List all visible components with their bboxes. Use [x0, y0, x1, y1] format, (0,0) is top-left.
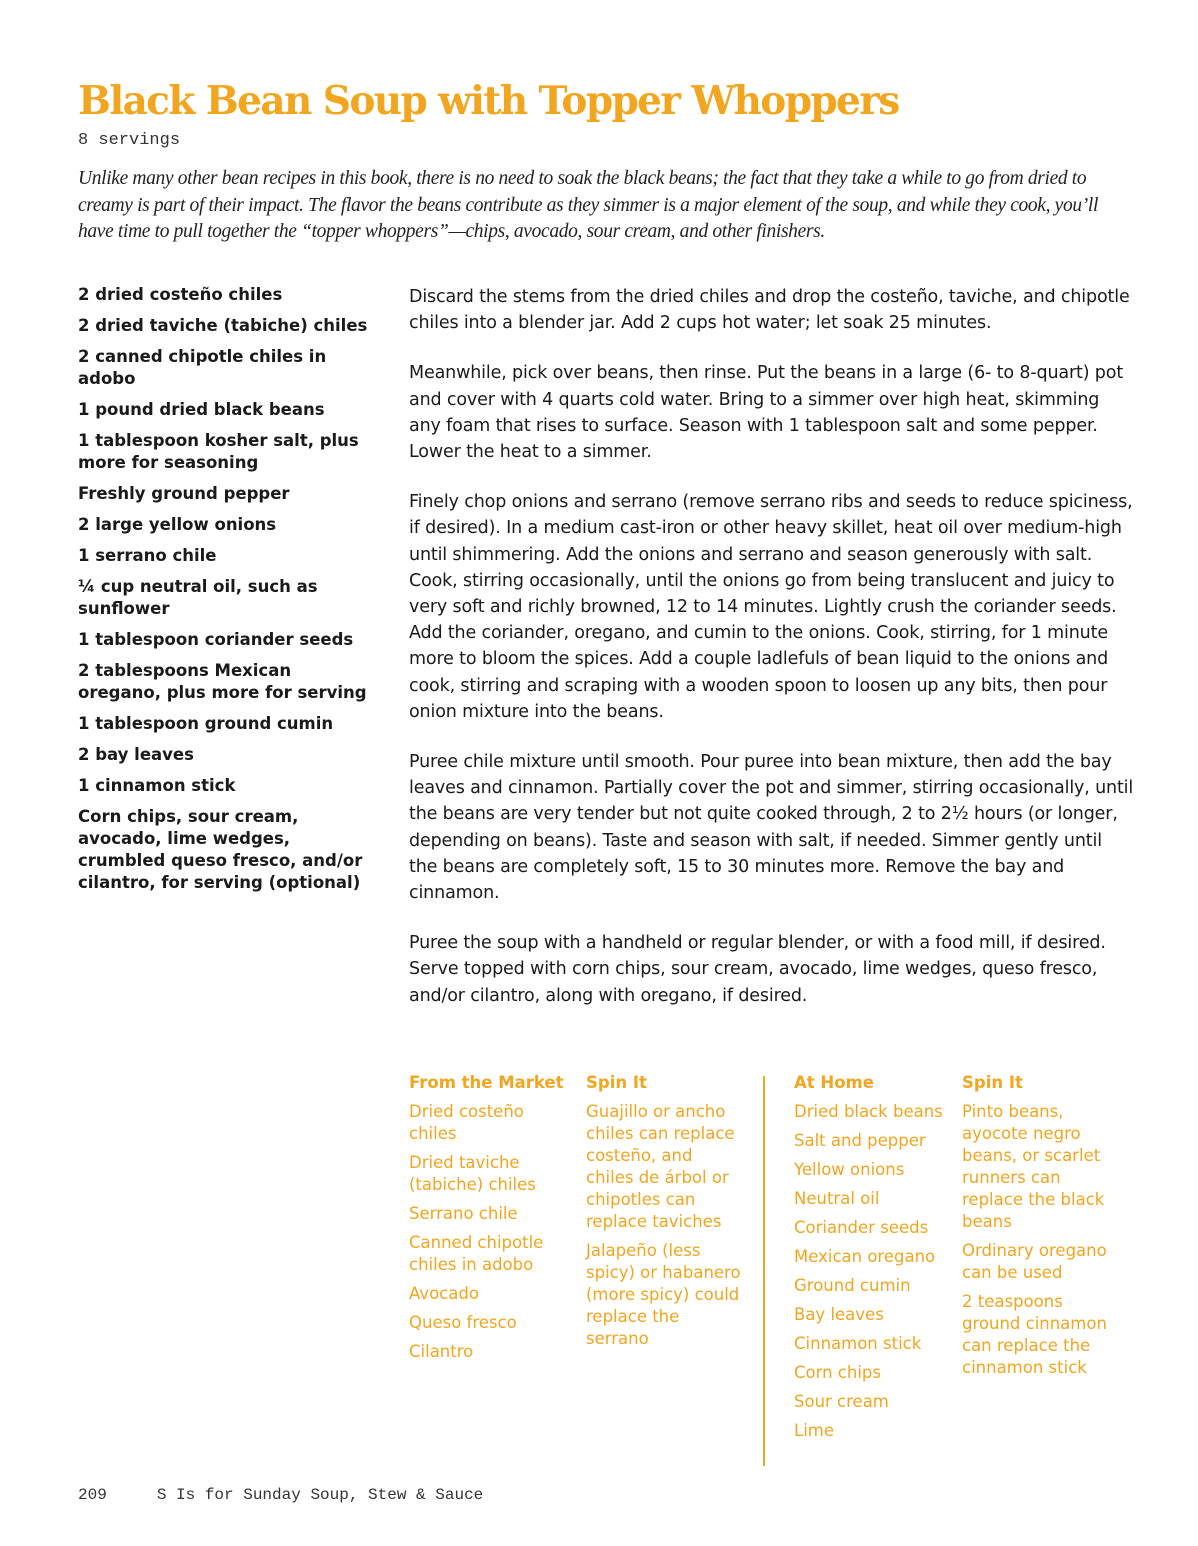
home-item: Dried black beans [794, 1102, 943, 1121]
home-item: Corn chips [794, 1363, 881, 1382]
home-item: Neutral oil [794, 1189, 880, 1208]
home-item: Lime [794, 1421, 835, 1440]
recipe-title: Black Bean Soup with Topper Whoppers [78, 78, 899, 124]
market-item: Avocado [409, 1284, 479, 1303]
from-the-market-heading: From the Market [409, 1073, 564, 1092]
spin-item: 2 teaspoons ground cinnamon can replace the cinnamon stick [962, 1292, 1107, 1377]
market-spin-it-column [586, 1072, 744, 1357]
home-item: Coriander seeds [794, 1218, 929, 1237]
spin-item: Guajillo or ancho chiles can replace costeño, and chiles de árbol or chipotles can replace taviches [586, 1102, 735, 1231]
ingredient-item: Freshly ground pepper [78, 484, 290, 503]
step-paragraph: Puree chile mixture until smooth. Pour puree into bean mixture, then add the bay leaves and cinnamon. Partially cover the pot and simmer, stirring occasionally, until the beans are very tender but not quite cooked through, 2 to 2½ hours (or longer, depending on beans). Taste and season with salt, if needed. Simmer gently until the beans are completely soft, 15 to 30 minutes more. Remove the bay and cinnamon. [409, 752, 1134, 904]
from-the-market-column [409, 1072, 569, 1370]
ingredient-item: 2 canned chipotle chiles in adobo [78, 347, 327, 388]
at-home-column [794, 1072, 954, 1449]
home-spin-it-column [962, 1072, 1122, 1386]
spin-item: Jalapeño (less spicy) or habanero (more spicy) could replace the serrano [586, 1241, 741, 1348]
market-item: Dried costeño chiles [409, 1102, 524, 1143]
spin-item: Pinto beans, ayocote negro beans, or scarlet runners can replace the black beans [962, 1102, 1105, 1231]
home-item: Yellow onions [794, 1160, 905, 1179]
ingredient-item: ¼ cup neutral oil, such as sunflower [78, 577, 318, 618]
ingredient-item: 1 tablespoon kosher salt, plus more for seasoning [78, 431, 359, 472]
method-steps [409, 284, 1134, 1033]
ingredient-item: 2 large yellow onions [78, 515, 277, 534]
market-item: Cilantro [409, 1342, 474, 1361]
spin-it-heading: Spin It [962, 1073, 1023, 1092]
column-divider [763, 1076, 765, 1466]
ingredient-item: 1 tablespoon coriander seeds [78, 630, 354, 649]
market-item: Serrano chile [409, 1204, 518, 1223]
ingredient-item: 2 dried costeño chiles [78, 285, 283, 304]
at-home-heading: At Home [794, 1073, 874, 1092]
spin-item: Ordinary oregano can be used [962, 1241, 1107, 1282]
home-item: Bay leaves [794, 1305, 884, 1324]
ingredient-list [78, 284, 378, 903]
market-item: Queso fresco [409, 1313, 517, 1332]
home-item: Sour cream [794, 1392, 889, 1411]
page-footer [78, 1486, 483, 1504]
ingredient-item: 2 bay leaves [78, 745, 194, 764]
market-item: Dried taviche (tabiche) chiles [409, 1153, 536, 1194]
home-item: Salt and pepper [794, 1131, 926, 1150]
ingredient-item: 2 dried taviche (tabiche) chiles [78, 316, 368, 335]
step-paragraph: Finely chop onions and serrano (remove serrano ribs and seeds to reduce spiciness, if desired). In a medium cast-iron or other heavy skillet, heat oil over medium-high until shimmering. Add the onions and serrano and season generously with salt. Cook, stirring occasionally, until the onions go from being translucent and juicy to very soft and richly browned, 12 to 14 minutes. Lightly crush the coriander seeds. Add the coriander, oregano, and cumin to the onions. Cook, stirring, for 1 minute more to bloom the spices. Add a couple ladlefuls of bean liquid to the onions and cook, stirring and scraping with a wooden spoon to loosen up any bits, then pour onion mixture into the beans. [409, 492, 1133, 722]
ingredient-item: 1 cinnamon stick [78, 776, 236, 795]
page-number: 209 [78, 1486, 107, 1504]
servings: 8 servings [78, 131, 181, 150]
home-item: Cinnamon stick [794, 1334, 922, 1353]
intro-paragraph: Unlike many other bean recipes in this book, there is no need to soak the black beans; the fact that they take a while to go from dried to creamy is part of their impact. The flavor the beans contribute as they simmer is a major element of the soup, and while they cook, you’ll have time to pull together the “topper whoppers”—chips, avocado, sour cream, and other finishers. [78, 168, 1099, 242]
ingredient-item: 1 tablespoon ground cumin [78, 714, 334, 733]
home-item: Mexican oregano [794, 1247, 936, 1266]
step-paragraph: Puree the soup with a handheld or regular blender, or with a food mill, if desired. Serve topped with corn chips, sour cream, avocado, lime wedges, queso fresco, and/or cilantro, along with oregano, if desired. [409, 933, 1106, 1006]
ingredient-item: 1 serrano chile [78, 546, 217, 565]
ingredient-item: Corn chips, sour cream, avocado, lime wedges, crumbled queso fresco, and/or cilantro, for serving (optional) [78, 807, 363, 892]
market-item: Canned chipotle chiles in adobo [409, 1233, 544, 1274]
spin-it-heading: Spin It [586, 1073, 647, 1092]
home-item: Ground cumin [794, 1276, 911, 1295]
book-title: S Is for Sunday Soup, Stew & Sauce [156, 1486, 484, 1504]
ingredient-item: 1 pound dried black beans [78, 400, 325, 419]
step-paragraph: Discard the stems from the dried chiles and drop the costeño, taviche, and chipotle chiles into a blender jar. Add 2 cups hot water; let soak 25 minutes. [409, 287, 1130, 334]
ingredient-item: 2 tablespoons Mexican oregano, plus more for serving [78, 661, 367, 702]
step-paragraph: Meanwhile, pick over beans, then rinse. Put the beans in a large (6- to 8-quart) pot and cover with 4 quarts cold water. Bring to a simmer over high heat, skimming any foam that rises to surface. Season with 1 tablespoon salt and some pepper. Lower the heat to a simmer. [409, 363, 1124, 463]
